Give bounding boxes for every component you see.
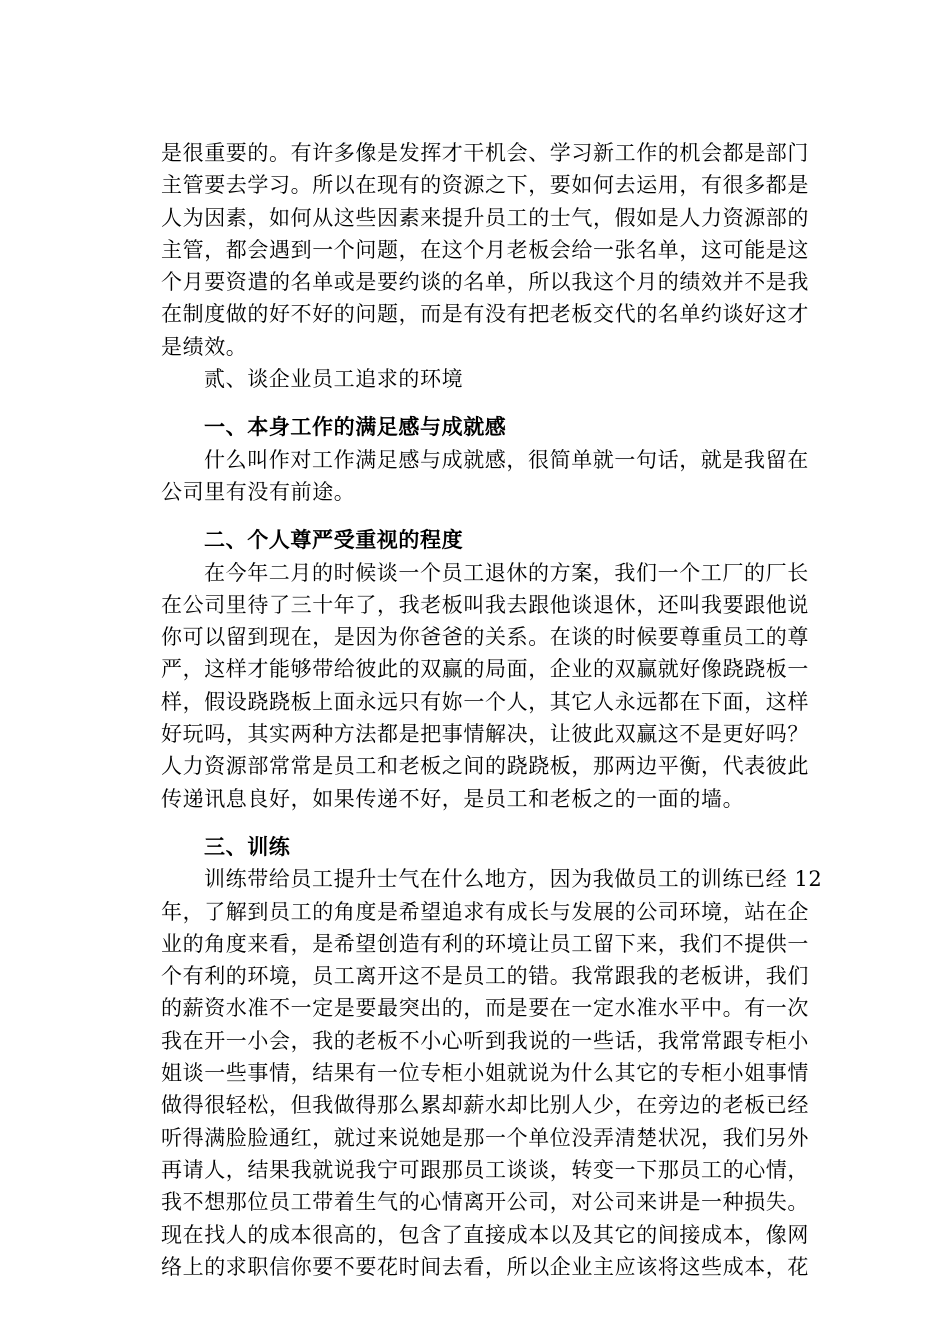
- text-line: 做得很轻松，但我做得那么累却薪水却比别人少，在旁边的老板已经: [161, 1093, 809, 1118]
- text-line: 你可以留到现在，是因为你爸爸的关系。在谈的时候要尊重员工的尊: [161, 625, 809, 650]
- text-line: 人力资源部常常是员工和老板之间的跷跷板，那两边平衡，代表彼此: [161, 754, 809, 779]
- spacer: [161, 815, 839, 831]
- text-line: 公司里有没有前途。: [161, 479, 356, 504]
- text-line: 我不想那位员工带着生气的心情离开公司，对公司来讲是一种损失。: [161, 1190, 809, 1215]
- text-line: 在公司里待了三十年了，我老板叫我去跟他谈退休，还叫我要跟他说: [161, 592, 809, 617]
- subheading-1: 一、本身工作的满足感与成就感: [204, 415, 507, 440]
- text-line: 主管，都会遇到一个问题，在这个月老板会给一张名单，这可能是这: [161, 237, 809, 262]
- text-line: 训练带给员工提升士气在什么地方，因为我做员工的训练已经 12: [204, 867, 823, 892]
- text-line: 严，这样才能够带给彼此的双赢的局面，企业的双赢就好像跷跷板一: [161, 657, 809, 682]
- paragraph-3: [161, 863, 839, 1283]
- text-line: 我在开一小会，我的老板不小心听到我说的一些话，我常常跟专柜小: [161, 1028, 809, 1053]
- text-line: 好玩吗，其实两种方法都是把事情解决，让彼此双赢这不是更好吗？: [161, 722, 809, 747]
- subheading-2: 二、个人尊严受重视的程度: [204, 528, 464, 553]
- text-line: 姐谈一些事情，结果有一位专柜小姐就说为什么其它的专柜小姐事情: [161, 1061, 809, 1086]
- text-line: 样，假设跷跷板上面永远只有妳一个人，其它人永远都在下面，这样: [161, 689, 809, 714]
- document-body: [161, 137, 839, 1283]
- text-line: 是绩效。: [161, 334, 248, 359]
- text-line: 业的角度来看，是希望创造有利的环境让员工留下来，我们不提供一: [161, 931, 809, 956]
- text-line: 人为因素，如何从这些因素来提升员工的士气，假如是人力资源部的: [161, 205, 809, 230]
- text-line: 传递讯息良好，如果传递不好，是员工和老板之的一面的墙。: [161, 786, 745, 811]
- paragraph-1: [161, 444, 839, 509]
- spacer: [161, 508, 839, 524]
- spacer: [161, 395, 839, 411]
- text-line: 再请人，结果我就说我宁可跟那员工谈谈，转变一下那员工的心情，: [161, 1157, 809, 1182]
- subheading-3: 三、训练: [204, 834, 291, 859]
- paragraph-continuation: [161, 137, 839, 363]
- text-line: 个有利的环境，员工离开这不是员工的错。我常跟我的老板讲，我们: [161, 964, 809, 989]
- text-line: 听得满脸脸通红，就过来说她是那一个单位没弄清楚状况，我们另外: [161, 1125, 809, 1150]
- text-line: 络上的求职信你要不要花时间去看，所以企业主应该将这些成本，花: [161, 1254, 809, 1279]
- text-line: 主管要去学习。所以在现有的资源之下，要如何去运用，有很多都是: [161, 173, 809, 198]
- text-line: 是很重要的。有许多像是发挥才干机会、学习新工作的机会都是部门: [161, 141, 809, 165]
- text-line: 什么叫作对工作满足感与成就感，很简单就一句话，就是我留在: [204, 447, 809, 472]
- text-line: 现在找人的成本很高的，包含了直接成本以及其它的间接成本，像网: [161, 1222, 809, 1247]
- text-line: 在今年二月的时候谈一个员工退休的方案，我们一个工厂的厂长: [204, 560, 809, 585]
- text-line: 在制度做的好不好的问题，而是有没有把老板交代的名单约谈好这才: [161, 302, 809, 327]
- text-line: 个月要资遣的名单或是要约谈的名单，所以我这个月的绩效并不是我: [161, 270, 809, 295]
- paragraph-2: [161, 557, 839, 815]
- section-title: 贰、谈企业员工追求的环境: [204, 367, 464, 392]
- text-line: 的薪资水准不一定是要最突出的，而是要在一定水准水平中。有一次: [161, 996, 809, 1021]
- text-line: 年，了解到员工的角度是希望追求有成长与发展的公司环境，站在企: [161, 899, 809, 924]
